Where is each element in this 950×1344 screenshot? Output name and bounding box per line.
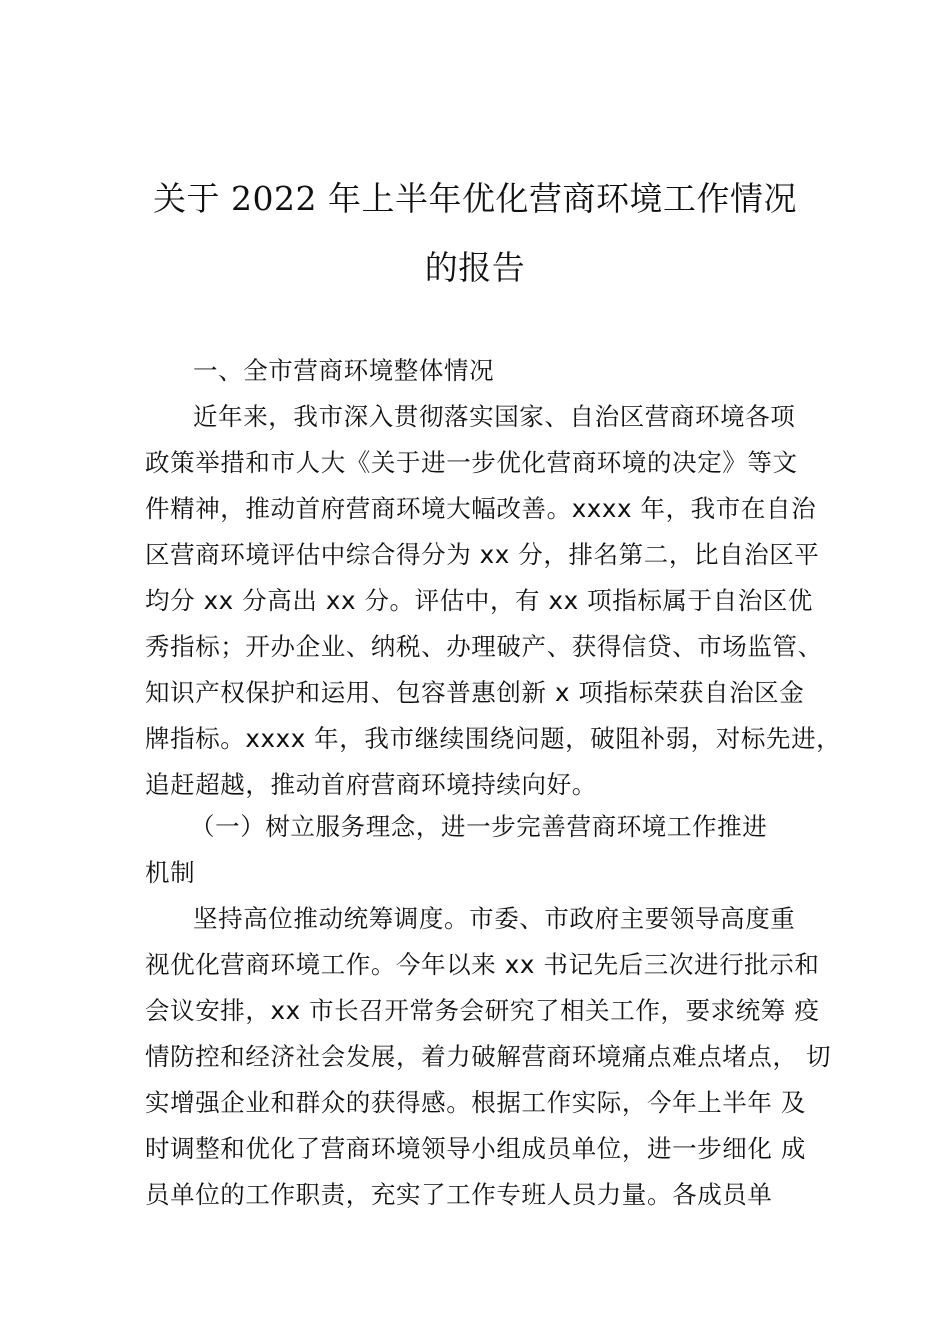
paragraph-line: 秀指标；开办企业、纳税、办理破产、获得信贷、市场监管、: [145, 632, 823, 661]
paragraph-line: 知识产权保护和运用、包容普惠创新 x 项指标荣获自治区金: [145, 678, 805, 707]
paragraph-line: 政策举措和市人大《关于进一步优化营商环境的决定》等文: [145, 448, 798, 477]
paragraph-line: 牌指标。xxxx 年，我市继续围绕问题，破阻补弱，对标先进，: [145, 724, 842, 753]
paragraph-line: 员单位的工作职责，充实了工作专班人员力量。各成员单: [145, 1180, 773, 1209]
subsection-heading-line-2: 机制: [145, 858, 196, 887]
paragraph-line: 区营商环境评估中综合得分为 xx 分，排名第二，比自治区平: [145, 540, 820, 569]
paragraph-line: 实增强企业和群众的获得感。根据工作实际，今年上半年 及: [145, 1088, 806, 1117]
section-heading: 一、全市营商环境整体情况: [193, 356, 495, 385]
paragraph-line: 视优化营商环境工作。今年以来 xx 书记先后三次进行批示和: [145, 950, 820, 979]
paragraph-line: 近年来，我市深入贯彻落实国家、自治区营商环境各项: [193, 402, 796, 431]
subsection-heading-line-1: （一）树立服务理念，进一步完善营商环境工作推进: [190, 812, 768, 841]
paragraph-line: 坚持高位推动统筹调度。市委、市政府主要领导高度重: [193, 904, 796, 933]
paragraph-line: 会议安排，xx 市长召开常务会研究了相关工作，要求统筹 疫: [145, 996, 820, 1025]
paragraph-line: 均分 xx 分高出 xx 分。评估中，有 xx 项指标属于自治区优: [145, 586, 814, 615]
paragraph-line: 追赶超越，推动首府营商环境持续向好。: [145, 770, 597, 799]
paragraph-line: 时调整和优化了营商环境领导小组成员单位，进一步细化 成: [145, 1134, 806, 1163]
paragraph-line: 情防控和经济社会发展，着力破解营商环境痛点难点堵点， 切: [145, 1042, 832, 1071]
document-title-line-2: 的报告: [424, 248, 526, 287]
paragraph-line: 件精神，推动首府营商环境大幅改善。xxxx 年，我市在自治: [145, 494, 817, 523]
document-title-line-1: 关于 2022 年上半年优化营商环境工作情况: [153, 179, 797, 218]
